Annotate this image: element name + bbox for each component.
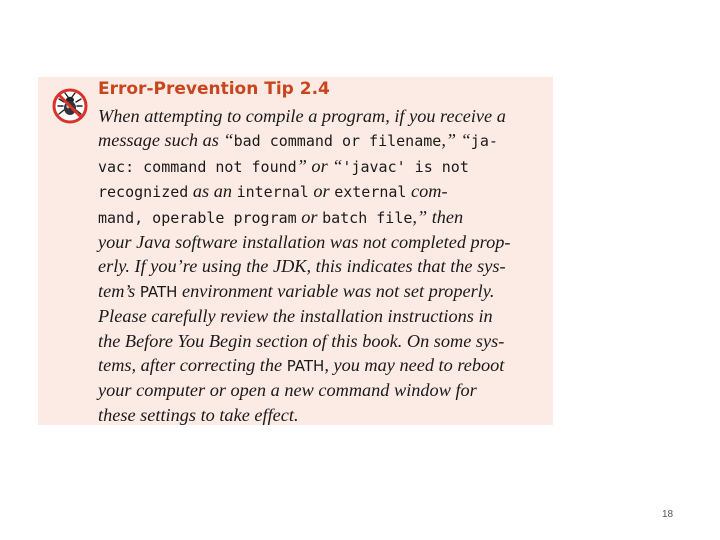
tip-body-line xyxy=(98,403,550,427)
tip-body-line xyxy=(98,304,550,328)
tip-text: com- xyxy=(406,181,448,202)
tip-text: ” or “ xyxy=(296,155,343,176)
code-text: ja- xyxy=(470,132,498,151)
tip-body-line xyxy=(98,179,550,204)
code-text: mand, operable program xyxy=(98,208,297,227)
code-text: recognized xyxy=(98,183,189,202)
code-text: external xyxy=(334,183,407,202)
code-text: bad command or filename xyxy=(233,132,442,151)
tip-text: ,” “ xyxy=(441,130,471,151)
tip-body-line xyxy=(98,128,550,153)
tip-text: erly. If you’re using the JDK, this indicates that the sys- xyxy=(98,256,506,277)
tip-text: your computer or open a new command window for xyxy=(98,380,477,401)
code-text: vac: command not found xyxy=(98,157,297,176)
code-text: 'javac' is not xyxy=(342,157,469,176)
tip-text: tem’s xyxy=(98,280,140,301)
env-var-text: PATH xyxy=(139,282,178,301)
error-prevention-tip-box xyxy=(38,77,553,425)
tip-text: the Before You Begin section of this book. On some sys- xyxy=(98,330,505,351)
tip-text: these settings to take effect. xyxy=(98,404,299,425)
tip-title: Error-Prevention Tip 2.4 xyxy=(98,79,330,99)
tip-body-line xyxy=(98,254,550,278)
page-number: 18 xyxy=(662,509,674,520)
tip-text: message such as “ xyxy=(98,130,234,151)
tip-body xyxy=(98,104,550,427)
tip-text: tems, after correcting the xyxy=(98,355,287,376)
code-text: batch file xyxy=(322,208,413,227)
code-text: internal xyxy=(236,183,309,202)
tip-text: Please carefully review the installation instructions in xyxy=(98,306,493,327)
tip-body-line xyxy=(98,230,550,254)
tip-text: When attempting to compile a program, if you receive a xyxy=(98,106,506,126)
tip-text: or xyxy=(308,181,335,202)
tip-body-line xyxy=(98,104,550,128)
bug-prohibited-icon xyxy=(51,87,89,125)
tip-body-line xyxy=(98,353,550,378)
tip-text: or xyxy=(296,206,323,227)
tip-body-line xyxy=(98,154,550,179)
tip-text: , you may need to reboot xyxy=(324,355,505,376)
tip-text: ,” then xyxy=(412,206,464,227)
tip-text: your Java software installation was not completed prop- xyxy=(98,232,511,253)
tip-text: as an xyxy=(188,181,237,202)
tip-body-line xyxy=(98,279,550,304)
tip-body-line xyxy=(98,205,550,230)
tip-text: environment variable was not set properly. xyxy=(177,280,495,301)
env-var-text: PATH xyxy=(286,357,325,376)
tip-body-line xyxy=(98,329,550,353)
tip-body-line xyxy=(98,378,550,402)
